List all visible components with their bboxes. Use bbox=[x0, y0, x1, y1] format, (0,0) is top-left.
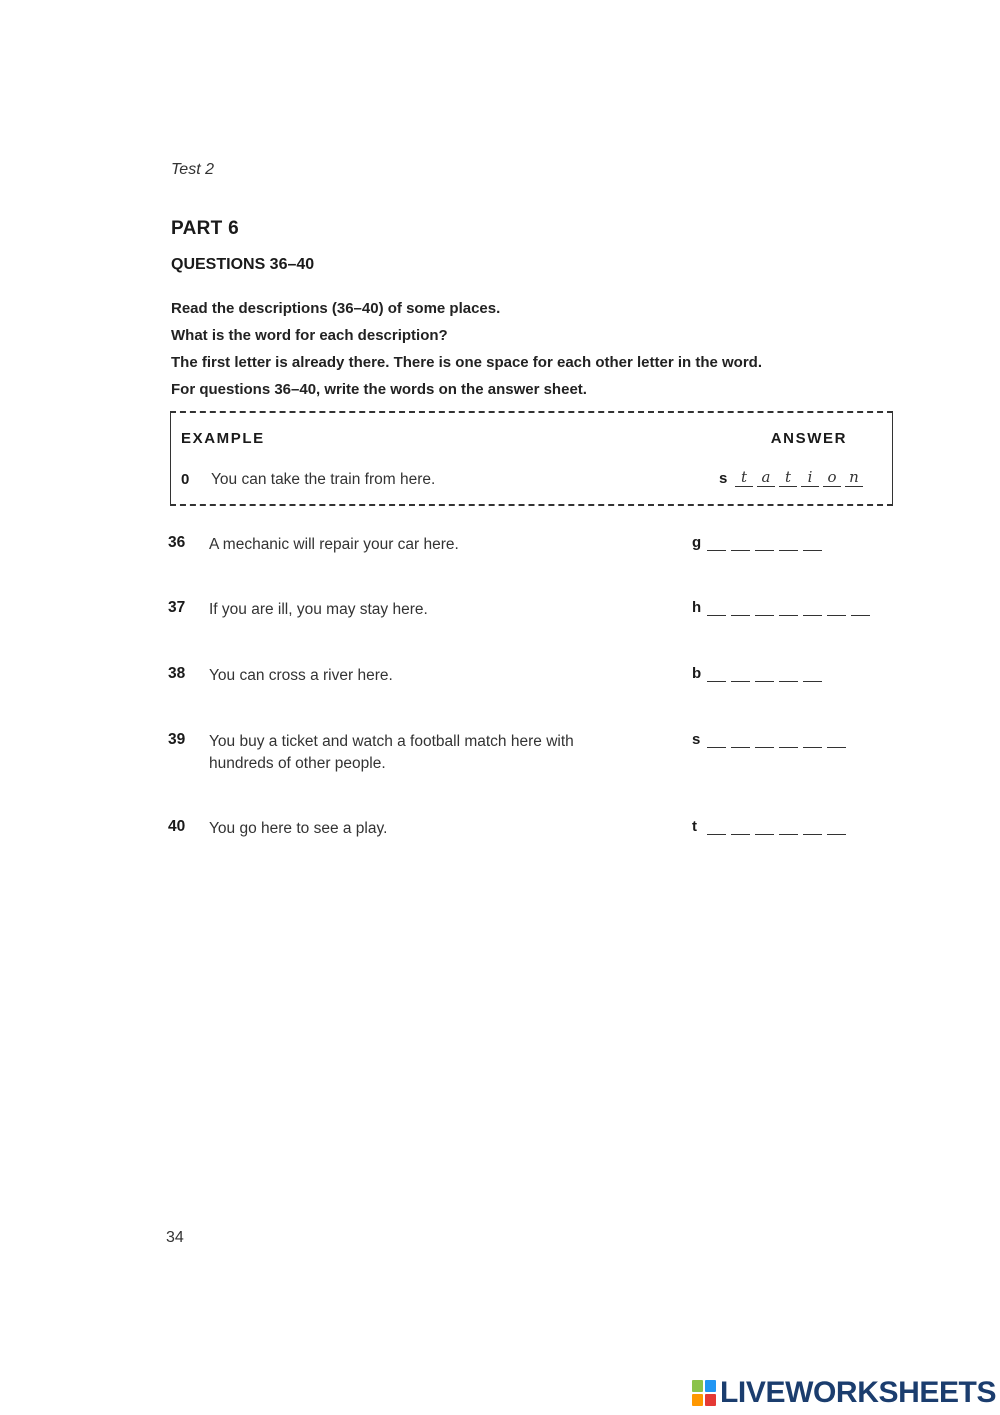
example-answer-letter: o bbox=[823, 468, 841, 487]
answer-blank[interactable] bbox=[707, 819, 726, 835]
answer-blank[interactable] bbox=[803, 819, 822, 835]
answer-first-letter: h bbox=[692, 599, 702, 616]
answer-blank[interactable] bbox=[707, 732, 726, 748]
answer-blank[interactable] bbox=[851, 600, 870, 616]
answer-blank[interactable] bbox=[755, 819, 774, 835]
example-answer-letter: i bbox=[801, 468, 819, 487]
question-text: You go here to see a play. bbox=[209, 820, 388, 837]
question-text: If you are ill, you may stay here. bbox=[209, 601, 428, 618]
answer-blank[interactable] bbox=[827, 732, 846, 748]
answer-blank[interactable] bbox=[731, 732, 750, 748]
logo-square bbox=[705, 1380, 716, 1392]
answer-blank[interactable] bbox=[779, 732, 798, 748]
answer-blank[interactable] bbox=[731, 535, 750, 551]
answer-blanks[interactable] bbox=[692, 731, 851, 748]
liveworksheets-brand[interactable] bbox=[692, 1376, 996, 1410]
question-text: You can cross a river here. bbox=[209, 667, 393, 684]
question-row bbox=[168, 731, 888, 781]
example-text: You can take the train from here. bbox=[211, 471, 436, 488]
questions-range-title: QUESTIONS 36–40 bbox=[171, 256, 315, 273]
question-number: 37 bbox=[168, 599, 186, 616]
answer-blank[interactable] bbox=[731, 666, 750, 682]
example-answer bbox=[719, 468, 867, 487]
page-number: 34 bbox=[166, 1229, 184, 1246]
answer-blank[interactable] bbox=[707, 600, 726, 616]
answer-blank[interactable] bbox=[803, 535, 822, 551]
answer-blank[interactable] bbox=[779, 535, 798, 551]
instructions bbox=[171, 295, 891, 403]
instruction-line: The first letter is already there. There is one space for each other letter in the word. bbox=[171, 354, 763, 371]
answer-blank[interactable] bbox=[779, 666, 798, 682]
instruction-line: Read the descriptions (36–40) of some places. bbox=[171, 300, 501, 317]
test-label: Test 2 bbox=[171, 161, 214, 178]
question-number: 38 bbox=[168, 665, 186, 682]
question-row bbox=[168, 818, 888, 868]
answer-blanks[interactable] bbox=[692, 534, 827, 551]
answer-blank[interactable] bbox=[755, 535, 774, 551]
question-number: 39 bbox=[168, 731, 186, 748]
answer-blank[interactable] bbox=[803, 600, 822, 616]
answer-blank[interactable] bbox=[755, 666, 774, 682]
answer-blanks[interactable] bbox=[692, 599, 875, 616]
liveworksheets-brand-name: LIVEWORKSHEETS bbox=[720, 1376, 997, 1409]
liveworksheets-logo-icon bbox=[692, 1380, 716, 1406]
answer-blanks[interactable] bbox=[692, 665, 827, 682]
example-answer-letter: a bbox=[757, 468, 775, 487]
question-text: You buy a ticket and watch a football match here with hundreds of other people. bbox=[209, 733, 574, 772]
answer-first-letter: t bbox=[692, 818, 697, 835]
example-box bbox=[170, 411, 893, 506]
answer-blank[interactable] bbox=[827, 819, 846, 835]
question-row bbox=[168, 665, 888, 715]
answer-blank[interactable] bbox=[707, 535, 726, 551]
example-answer-letter: t bbox=[735, 468, 753, 487]
answer-blank[interactable] bbox=[779, 819, 798, 835]
answer-blank[interactable] bbox=[779, 600, 798, 616]
answer-label: ANSWER bbox=[770, 430, 847, 447]
instruction-line: For questions 36–40, write the words on the answer sheet. bbox=[171, 381, 587, 398]
answer-blanks[interactable] bbox=[692, 818, 851, 835]
answer-first-letter: s bbox=[692, 731, 701, 748]
answer-blank[interactable] bbox=[803, 666, 822, 682]
answer-first-letter: b bbox=[692, 665, 702, 682]
answer-first-letter: g bbox=[692, 534, 702, 551]
question-text: A mechanic will repair your car here. bbox=[209, 536, 459, 553]
answer-blank[interactable] bbox=[731, 600, 750, 616]
logo-square bbox=[692, 1380, 703, 1392]
example-first-letter: s bbox=[719, 470, 728, 487]
instruction-line: What is the word for each description? bbox=[171, 327, 448, 344]
answer-blank[interactable] bbox=[803, 732, 822, 748]
logo-square bbox=[705, 1394, 716, 1406]
example-number: 0 bbox=[181, 471, 190, 488]
answer-blank[interactable] bbox=[755, 600, 774, 616]
answer-blank[interactable] bbox=[731, 819, 750, 835]
question-number: 36 bbox=[168, 534, 186, 551]
answer-blank[interactable] bbox=[755, 732, 774, 748]
question-row bbox=[168, 534, 888, 584]
answer-blank[interactable] bbox=[827, 600, 846, 616]
answer-blank[interactable] bbox=[707, 666, 726, 682]
example-answer-letter: n bbox=[845, 468, 863, 487]
logo-square bbox=[692, 1394, 703, 1406]
part-title: PART 6 bbox=[171, 218, 239, 239]
question-number: 40 bbox=[168, 818, 186, 835]
example-answer-letter: t bbox=[779, 468, 797, 487]
question-row bbox=[168, 599, 888, 649]
example-label: EXAMPLE bbox=[181, 430, 265, 447]
